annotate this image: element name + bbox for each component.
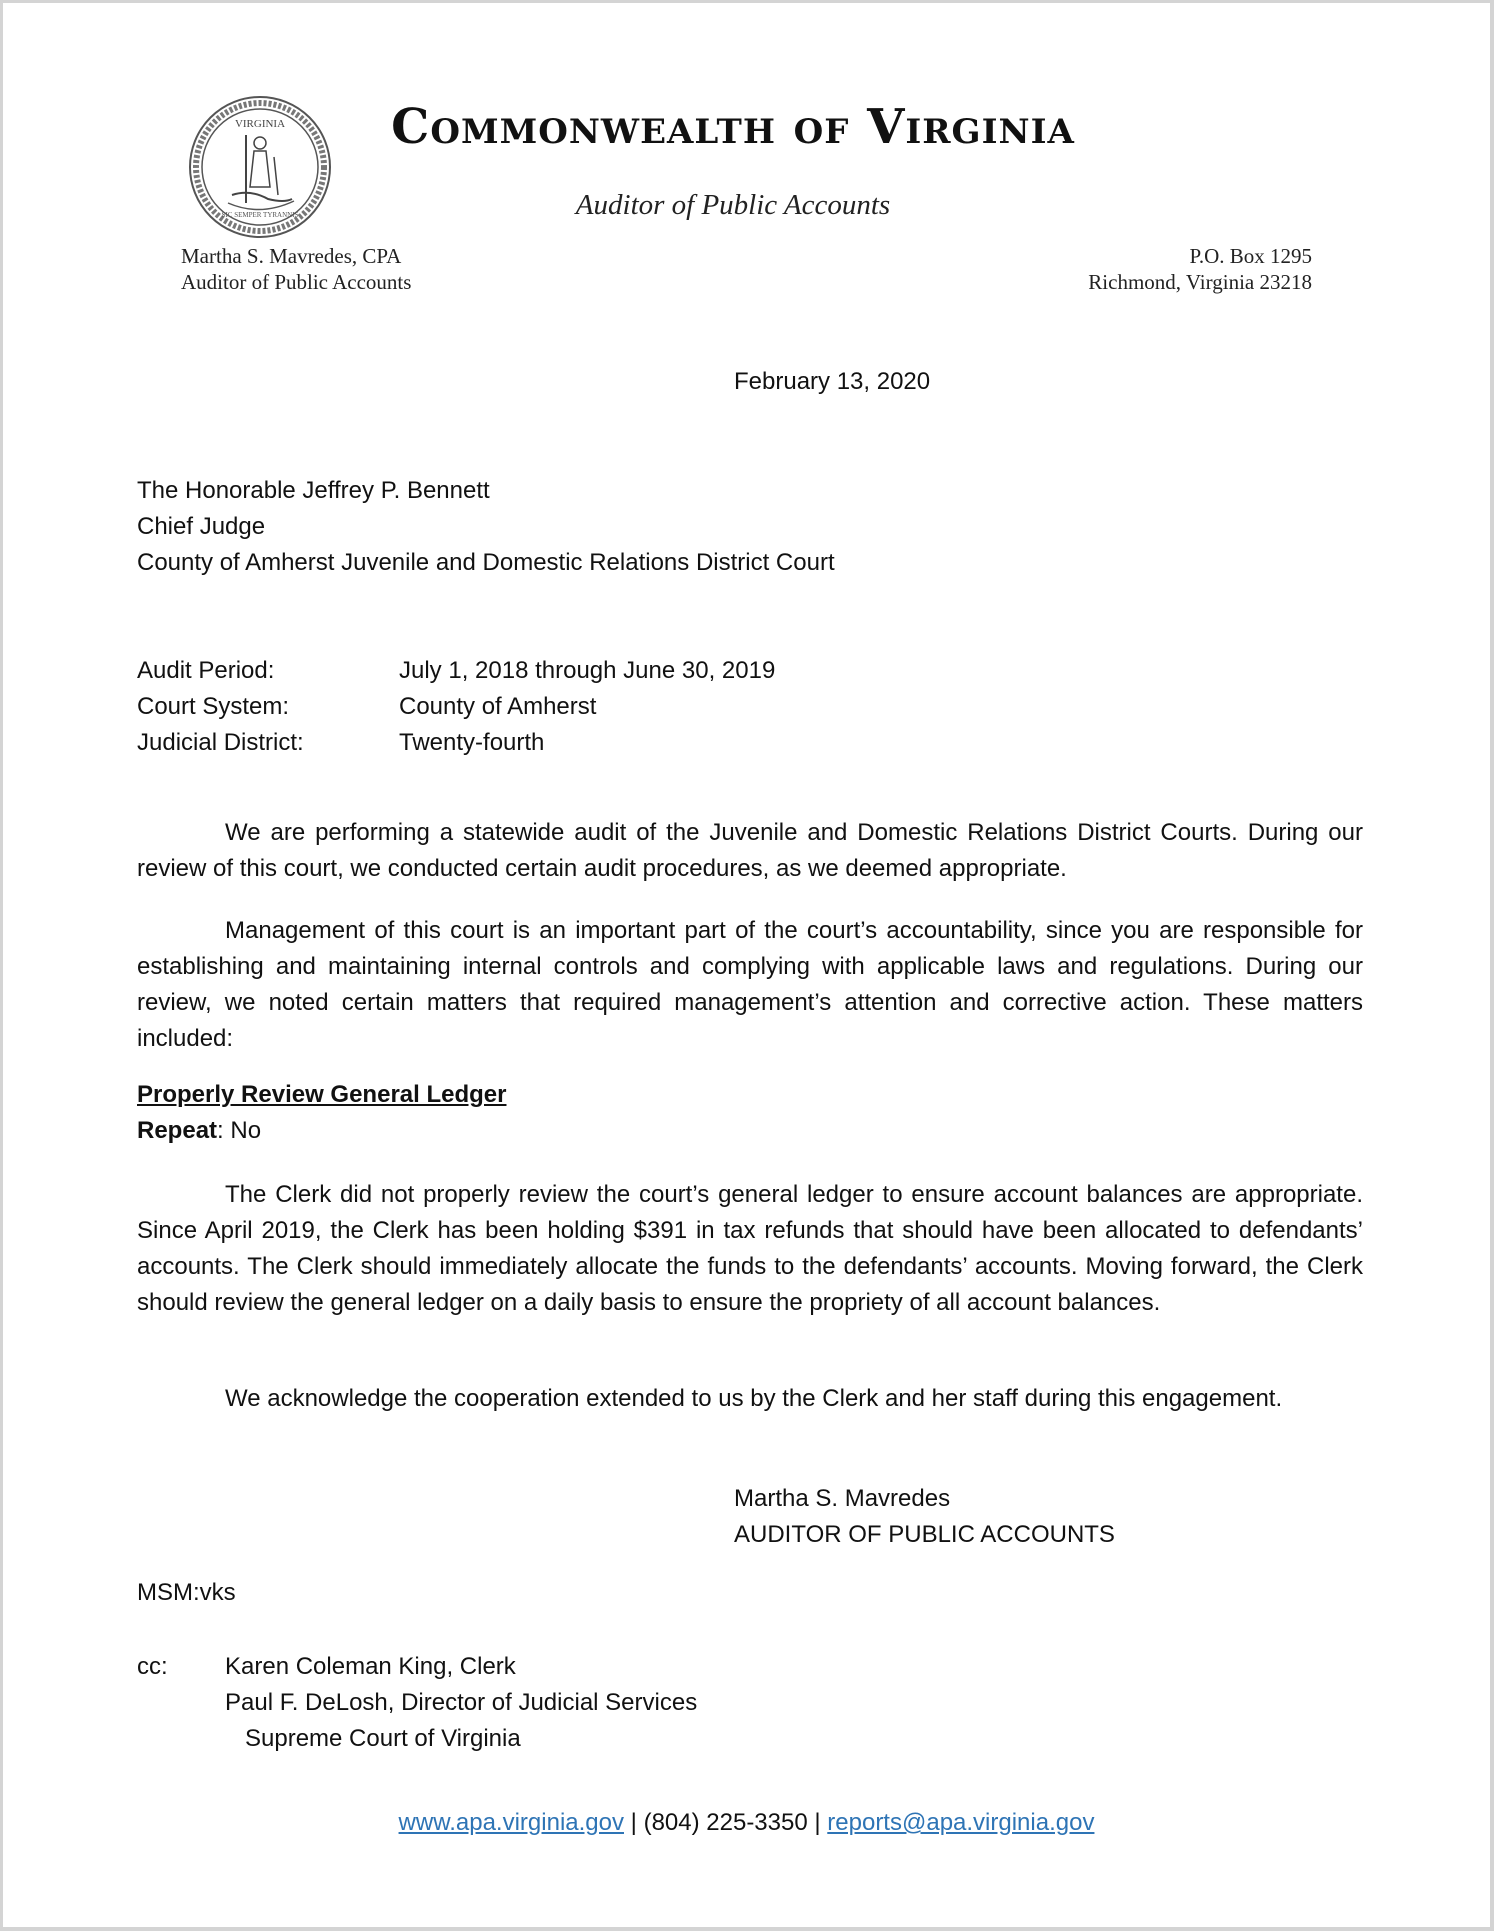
management-paragraph — [137, 913, 1363, 1057]
cc-block — [137, 1649, 697, 1757]
cc-row — [137, 1685, 697, 1721]
meta-row-court-system — [137, 689, 775, 725]
svg-text:VIRGINIA: VIRGINIA — [234, 118, 286, 130]
reference-initials: MSM:vks — [137, 1579, 236, 1606]
meta-label: Audit Period: — [137, 657, 275, 684]
auditor-title: Auditor of Public Accounts — [181, 270, 412, 294]
management-text: Management of this court is an important part of the court’s accountability, since you are responsible for establishing and maintaining internal controls and complying with applicable laws and regulations. During our review, we noted certain matters that required management’s attention and corrective action. These matters included: — [137, 917, 1363, 1052]
closing-text: We acknowledge the cooperation extended to us by the Clerk and her staff during this engagement. — [225, 1385, 1283, 1412]
cc-row — [137, 1721, 697, 1757]
recipient-address — [137, 473, 835, 581]
svg-text:SIC SEMPER TYRANNIS: SIC SEMPER TYRANNIS — [221, 211, 299, 219]
signer-title: AUDITOR OF PUBLIC ACCOUNTS — [734, 1521, 1115, 1548]
cc-recipient: Paul F. DeLosh, Director of Judicial Services — [225, 1689, 698, 1716]
auditor-name: Martha S. Mavredes, CPA — [181, 244, 402, 268]
repeat-label: Repeat — [137, 1117, 218, 1144]
finding-paragraph — [137, 1177, 1363, 1321]
letterhead-auditor-block — [181, 243, 411, 295]
finding-repeat — [137, 1117, 261, 1145]
intro-text: We are performing a statewide audit of the Juvenile and Domestic Relations District Courts. During our review of this court, we conducted certain audit procedures, as we deemed appropriate. — [137, 819, 1363, 882]
repeat-value: : No — [217, 1117, 262, 1144]
meta-value: County of Amherst — [399, 693, 597, 720]
recipient-name: The Honorable Jeffrey P. Bennett — [137, 477, 490, 504]
phone-number: (804) 225-3350 — [643, 1809, 808, 1836]
footer-separator: | — [624, 1809, 644, 1836]
intro-paragraph — [137, 815, 1363, 887]
virginia-seal-icon — [188, 95, 332, 239]
letterhead-subtitle: Auditor of Public Accounts — [575, 189, 891, 221]
recipient-court: County of Amherst Juvenile and Domestic Relations District Court — [137, 549, 835, 576]
footer-separator: | — [807, 1809, 828, 1836]
letter-page — [3, 3, 1490, 1927]
letter-date: February 13, 2020 — [734, 368, 931, 395]
signature-block — [734, 1481, 1115, 1553]
email-link[interactable]: reports@apa.virginia.gov — [827, 1809, 1095, 1836]
finding-title: Properly Review General Ledger — [137, 1081, 507, 1108]
signer-name: Martha S. Mavredes — [734, 1485, 951, 1512]
meta-row-judicial-district — [137, 725, 775, 761]
closing-paragraph — [137, 1381, 1363, 1417]
cc-spacer — [137, 1721, 225, 1757]
cc-recipient: Karen Coleman King, Clerk — [225, 1653, 516, 1680]
letterhead-title: Commonwealth of Virginia — [391, 99, 1075, 155]
meta-row-audit-period — [137, 653, 775, 689]
po-box: P.O. Box 1295 — [1189, 244, 1312, 268]
city-state-zip: Richmond, Virginia 23218 — [1088, 270, 1312, 294]
meta-label: Court System: — [137, 693, 290, 720]
website-link[interactable]: www.apa.virginia.gov — [398, 1809, 624, 1836]
audit-meta — [137, 653, 775, 761]
letterhead-address-block — [1088, 243, 1312, 295]
meta-label: Judicial District: — [137, 729, 304, 756]
cc-label: cc: — [137, 1653, 168, 1680]
meta-value: Twenty-fourth — [399, 729, 545, 756]
cc-row — [137, 1649, 697, 1685]
finding-text: The Clerk did not properly review the court’s general ledger to ensure account balances are appropriate. Since April 2019, the Clerk has been holding $391 in tax refunds that should have been allocated to defendants’ accounts. The Clerk should immediately allocate the funds to the defendants’ accounts. Moving forward, the Clerk should review the general ledger on a daily basis to ensure the propriety of all account balances. — [137, 1181, 1363, 1316]
recipient-title: Chief Judge — [137, 513, 266, 540]
footer-contact — [3, 1809, 1490, 1837]
meta-value: July 1, 2018 through June 30, 2019 — [399, 657, 776, 684]
cc-spacer — [137, 1685, 225, 1721]
cc-recipient-org: Supreme Court of Virginia — [245, 1725, 521, 1752]
